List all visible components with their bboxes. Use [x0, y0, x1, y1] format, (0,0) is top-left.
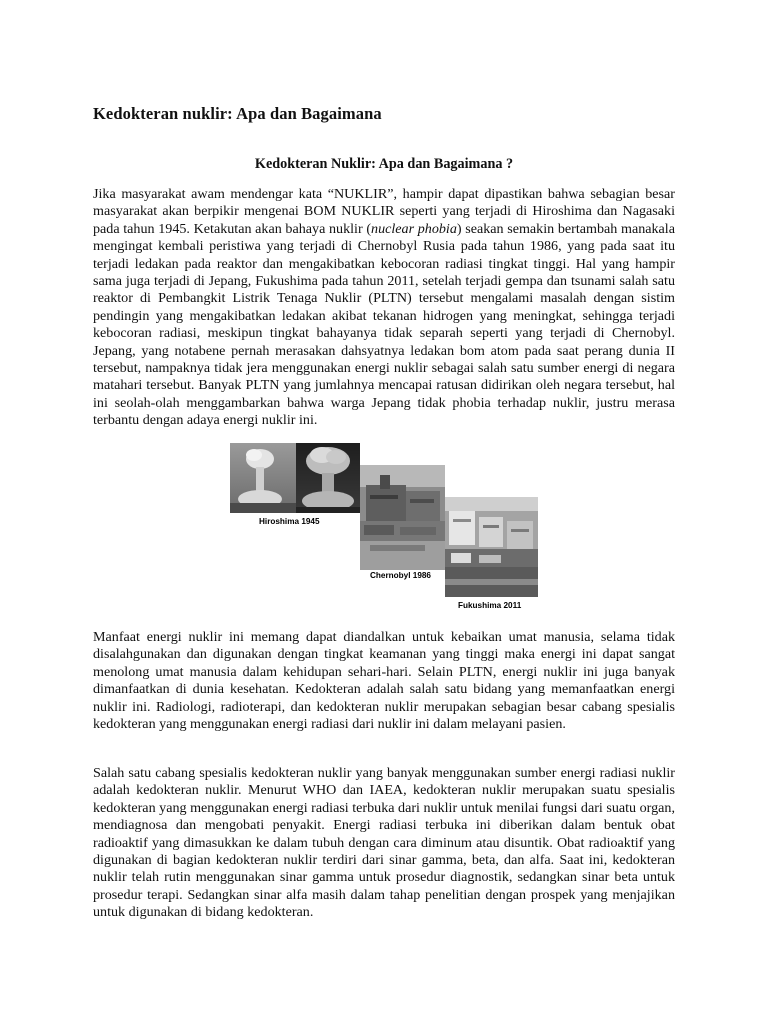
caption-chernobyl: Chernobyl 1986: [370, 571, 431, 580]
paragraph-nuclear-medicine: Salah satu cabang spesialis kedokteran nuklir yang banyak menggunakan sumber energi radiasi nuklir adalah kedokteran nuklir. Menurut WHO dan IAEA, kedokteran nuklir merupakan suatu spesialis kedokteran yang menggunakan energi radiasi terbuka dari nuklir untuk menilai fungsi dari suatu organ, mendiagnosa dan mengobati penyakit. Energi radiasi terbuka ini diberikan dalam bentuk obat radioaktif yang dimasukkan ke dalam tubuh dengan cara diminum atau disuntik. Obat radioaktif yang digunakan di bagian kedokteran nuklir terdiri dari sinar gamma, beta, dan alfa. Saat ini, kedokteran nuklir telah rutin menggunakan sinar gamma untuk prosedur diagnostik, sedangkan sinar beta untuk prosedur terapi. Sedangkan sinar alfa masih dalam tahap penelitian dengan prospek yang menjajikan untuk digunakan di bidang kedokteran.: [93, 765, 675, 921]
fukushima-photo: [445, 497, 538, 597]
caption-hiroshima: Hiroshima 1945: [259, 517, 320, 526]
paragraph-intro-italic: nuclear phobia: [371, 220, 457, 237]
hiroshima-photo: [230, 443, 360, 513]
paragraph-intro-part2: ) seakan semakin bertambah manakala mengingat kembali peristiwa yang terjadi di Chernobyl Rusia pada tahun 1986, yang pada saat itu terjadi ledakan pada reaktor dan mengakibatkan kebocoran radiasi tingkat tinggi. Hal yang hampir sama juga terjadi di Jepang, Fukushima pada tahun 2011, setelah terjadi gempa dan tsunami salah satu reaktor di Pembangkit Listrik Tenaga Nuklir (PLTN) tersebut mengalami masalah dengan sistim pendingin yang mengakibatkan ledakan akibat tekanan hidrogen yang meningkat, sehingga terjadi kebocoran radiasi, meskipun tingkat bahayanya tidak separah seperti yang terjadi di Chernobyl. Jepang, yang notabene pernah merasakan dahsyatnya ledakan bom atom pada saat perang dunia II tersebut, nampaknya tidak jera menggunakan energi nuklir sebagai salah satu sumber energi di negara matahari tersebut. Banyak PLTN yang jumlahnya mencapai ratusan didirikan oleh negara tersebut, hal ini seolah-olah menggambarkan bahwa warga Jepang tidak phobia terhadap nuklir, justru merasa terbantu dengan adaya energi nuklir ini.: [93, 220, 675, 429]
article-heading: Kedokteran Nuklir: Apa dan Bagaimana ?: [254, 156, 514, 172]
paragraph-intro: [93, 186, 675, 430]
paragraph-benefits: Manfaat energi nuklir ini memang dapat diandalkan untuk kebaikan umat manusia, selama tidak disalahgunakan dan digunakan dengan tingkat keamanan yang tinggi maka energi ini dapat sangat menolong umat manusia dalam kehidupan sehari-hari. Selain PLTN, energi nuklir ini juga banyak dimanfaatkan di dunia kesehatan. Kedokteran adalah salah satu bidang yang memanfaatkan energi nuklir ini. Radiologi, radioterapi, dan kedokteran nuklir merupakan sebagian besar cabang spesialis kedokteran yang menggunakan energi radiasi dari nuklir ini dalam melayani pasien.: [93, 629, 675, 733]
paragraph-intro-part1: Jika masyarakat awam mendengar kata “NUKLIR”, hampir dapat dipastikan bahwa sebagian besar masyarakat akan berpikir mengenai BOM NUKLIR seperti yang terjadi di Hiroshima dan Nagasaki pada tahun 1945. Ketakutan akan bahaya nuklir (: [93, 186, 675, 237]
document-title: Kedokteran nuklir: Apa dan Bagaimana: [93, 104, 382, 123]
caption-fukushima: Fukushima 2011: [458, 601, 522, 610]
chernobyl-photo: [360, 465, 445, 570]
